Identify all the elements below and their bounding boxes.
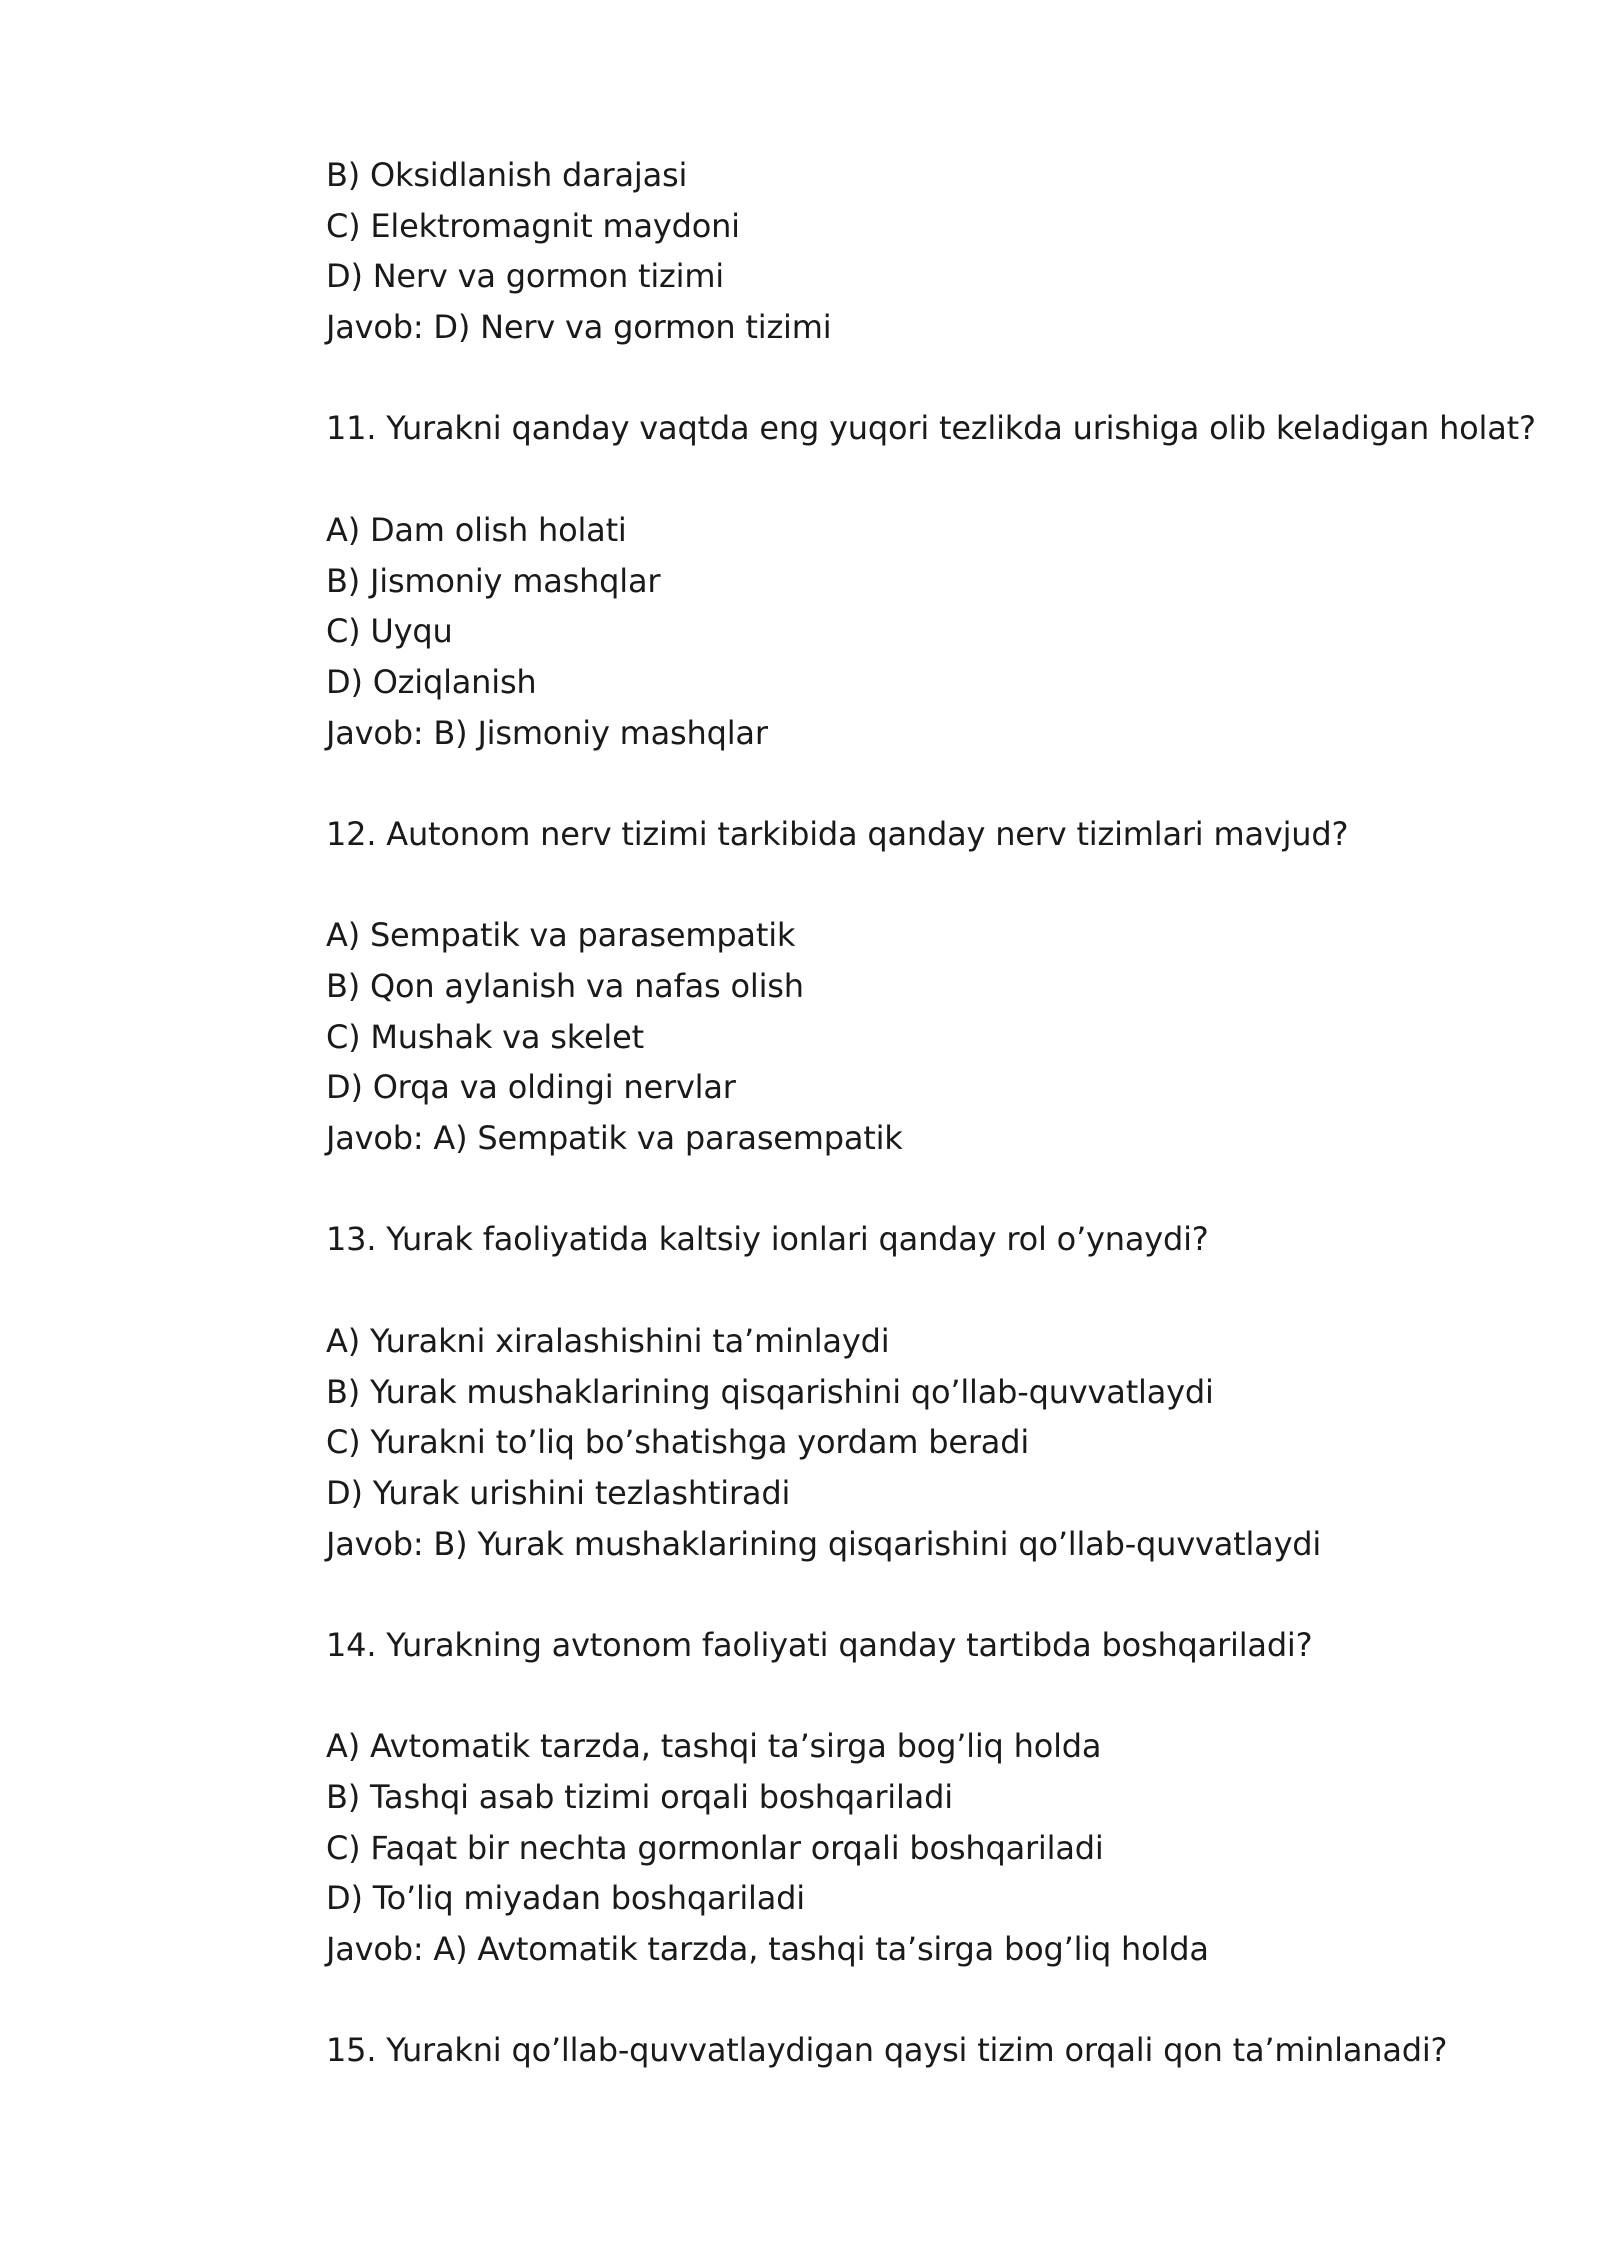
option-line: D) Nerv va gormon tizimi <box>326 257 724 296</box>
option-line: B) Oksidlanish darajasi <box>326 156 688 194</box>
option-line: A) Sempatik va parasempatik <box>326 916 796 955</box>
spacer <box>326 758 1526 809</box>
question-text: 14. Yurakning avtonom faoliyati qanday tartibda boshqariladi? <box>326 1625 1313 1664</box>
answer-line: Javob: A) Avtomatik tarzda, tashqi ta’sirga bog’liq holda <box>326 1930 1209 1969</box>
option-line: C) Elektromagnit maydoni <box>326 206 740 245</box>
spacer <box>326 1975 1526 2026</box>
option-line: D) Oziqlanish <box>326 662 537 701</box>
question-text: 13. Yurak faoliyatida kaltsiy ionlari qanday rol o’ynaydi? <box>326 1220 1209 1259</box>
spacer <box>326 1265 1526 1316</box>
option-line: D) Orqa va oldingi nervlar <box>326 1068 736 1107</box>
document-page <box>326 150 1536 2076</box>
question-text: 15. Yurakni qo’llab-quvvatlaydigan qaysi tizim orqali qon ta’minlanadi? <box>326 2031 1448 2070</box>
spacer <box>326 1671 1526 1722</box>
answer-line: Javob: B) Jismoniy mashqlar <box>326 713 768 752</box>
answer-line: Javob: D) Nerv va gormon tizimi <box>326 308 832 347</box>
option-line: A) Avtomatik tarzda, tashqi ta’sirga bog’liq holda <box>326 1727 1102 1766</box>
spacer <box>326 454 1526 505</box>
option-line: A) Yurakni xiralashishini ta’minlaydi <box>326 1321 890 1360</box>
option-line: C) Faqat bir nechta gormonlar orqali boshqariladi <box>326 1828 1104 1867</box>
spacer <box>326 860 1526 911</box>
option-line: B) Jismoniy mashqlar <box>326 561 661 600</box>
option-line: D) To’liq miyadan boshqariladi <box>326 1879 805 1918</box>
option-line: B) Tashqi asab tizimi orqali boshqariladi <box>326 1778 953 1816</box>
spacer <box>326 1569 1526 1620</box>
option-line: B) Qon aylanish va nafas olish <box>326 967 804 1005</box>
spacer <box>326 353 1526 404</box>
question-text: 12. Autonom nerv tizimi tarkibida qanday nerv tizimlari mavjud? <box>326 814 1349 853</box>
answer-line: Javob: A) Sempatik va parasempatik <box>326 1119 903 1158</box>
spacer <box>326 1164 1526 1215</box>
option-line: B) Yurak mushaklarining qisqarishini qo’llab-quvvatlaydi <box>326 1372 1214 1411</box>
option-line: C) Uyqu <box>326 612 453 651</box>
answer-line: Javob: B) Yurak mushaklarining qisqarishini qo’llab-quvvatlaydi <box>326 1524 1322 1563</box>
option-line: D) Yurak urishini tezlashtiradi <box>326 1473 791 1512</box>
option-line: C) Yurakni to’liq bo’shatishga yordam beradi <box>326 1423 1030 1462</box>
option-line: C) Mushak va skelet <box>326 1017 644 1056</box>
question-text: 11. Yurakni qanday vaqtda eng yuqori tezlikda urishiga olib keladigan holat? <box>326 409 1536 448</box>
option-line: A) Dam olish holati <box>326 510 627 549</box>
